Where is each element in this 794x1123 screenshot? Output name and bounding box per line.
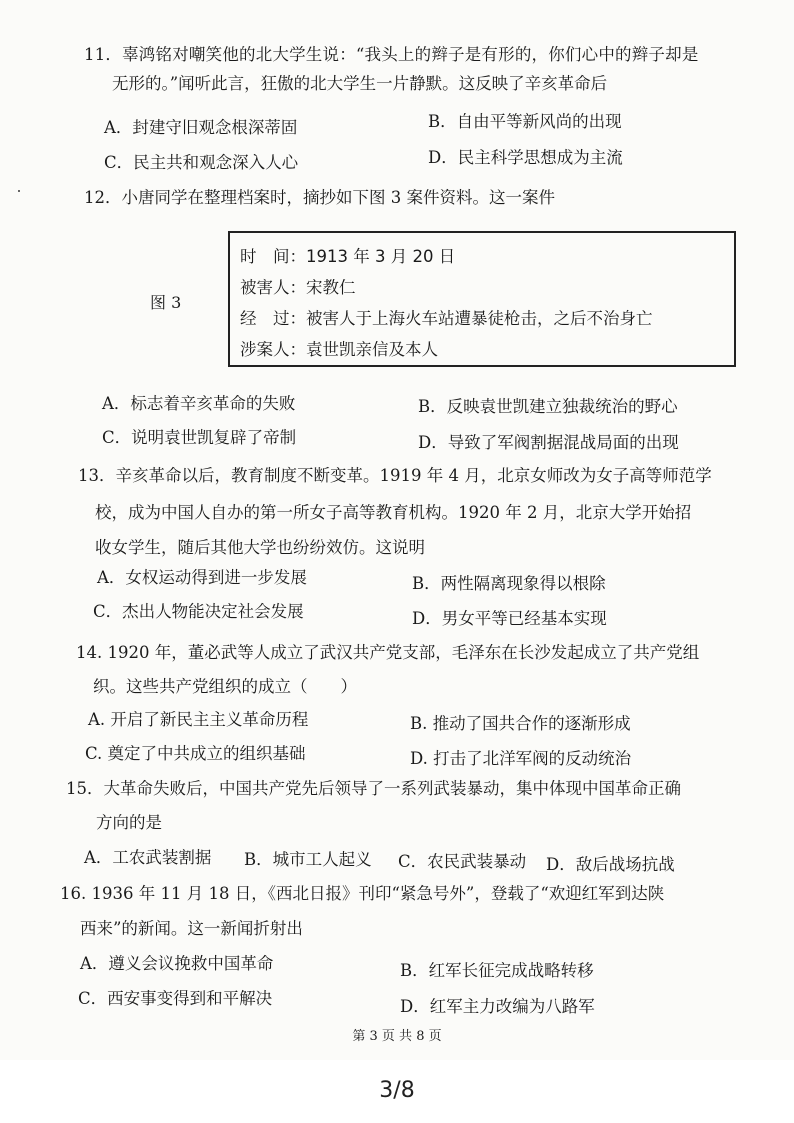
question-11-option-a: A．封建守旧观念根深蒂固 <box>104 118 298 137</box>
question-15-stem-line2: 方向的是 <box>96 813 162 832</box>
scan-speck <box>18 190 20 192</box>
question-11-option-b: B．自由平等新风尚的出现 <box>428 112 622 131</box>
question-11-option-d: D．民主科学思想成为主流 <box>428 148 623 167</box>
case-suspect: 涉案人：袁世凯亲信及本人 <box>240 340 438 359</box>
case-time: 时 间：1913 年 3 月 20 日 <box>240 247 456 266</box>
question-16-stem-line1: 16. 1936 年 11 月 18 日，《西北日报》刊印“紧急号外”，登载了“欢迎红军到达陕 <box>60 884 665 903</box>
figure-3-label: 图 3 <box>150 293 182 312</box>
question-14-option-b: B. 推动了国共合作的逐渐形成 <box>410 714 631 733</box>
question-12-option-c: C．说明袁世凯复辟了帝制 <box>102 428 297 447</box>
question-13-stem-line2: 校，成为中国人自办的第一所女子高等教育机构。1920 年 2 月，北京大学开始招 <box>95 503 692 522</box>
question-14-stem-line2: 织。这些共产党组织的成立（ ） <box>93 677 357 696</box>
question-12-option-b: B．反映袁世凯建立独裁统治的野心 <box>418 397 678 416</box>
case-process: 经 过：被害人于上海火车站遭暴徒枪击，之后不治身亡 <box>240 309 653 328</box>
question-15-option-d: D．敌后战场抗战 <box>546 855 675 874</box>
question-12-option-d: D．导致了军阀割据混战局面的出现 <box>418 433 679 452</box>
question-15-option-c: C．农民武装暴动 <box>398 852 527 871</box>
question-14-stem-line1: 14. 1920 年，董必武等人成立了武汉共产党支部，毛泽东在长沙发起成立了共产党组 <box>76 643 700 662</box>
question-13-option-c: C．杰出人物能决定社会发展 <box>93 602 304 621</box>
question-14-option-d: D. 打击了北洋军阀的反动统治 <box>410 749 632 768</box>
case-victim: 被害人：宋教仁 <box>240 278 356 297</box>
question-13-stem-line3: 收女学生，随后其他大学也纷纷效仿。这说明 <box>95 538 425 557</box>
page-indicator: 3/8 <box>379 1078 415 1103</box>
question-12-stem: 12．小唐同学在整理档案时，摘抄如下图 3 案件资料。这一案件 <box>84 188 555 207</box>
question-14-option-c: C. 奠定了中共成立的组织基础 <box>85 744 306 763</box>
question-12-option-a: A．标志着辛亥革命的失败 <box>102 394 296 413</box>
question-15-option-b: B．城市工人起义 <box>244 850 372 869</box>
question-16-option-b: B．红军长征完成战略转移 <box>400 961 594 980</box>
question-14-option-a: A. 开启了新民主主义革命历程 <box>88 710 309 729</box>
question-13-option-d: D．男女平等已经基本实现 <box>412 609 607 628</box>
question-13-option-b: B．两性隔离现象得以根除 <box>412 574 606 593</box>
case-record-box <box>228 231 736 367</box>
question-15-option-a: A．工农武装割据 <box>84 848 212 867</box>
question-16-option-c: C．西安事变得到和平解决 <box>78 989 273 1008</box>
question-11-stem-line2: 无形的。”闻听此言，狂傲的北大学生一片静默。这反映了辛亥革命后 <box>112 74 608 93</box>
question-11-option-c: C．民主共和观念深入人心 <box>104 153 299 172</box>
page-footer: 第 3 页 共 8 页 <box>352 1029 442 1044</box>
question-16-stem-line2: 西来”的新闻。这一新闻折射出 <box>80 919 303 938</box>
question-13-stem-line1: 13．辛亥革命以后，教育制度不断变革。1919 年 4 月，北京女师改为女子高等师范学 <box>78 466 712 485</box>
question-16-option-d: D．红军主力改编为八路军 <box>400 997 595 1016</box>
question-16-option-a: A．遵义会议挽救中国革命 <box>80 954 274 973</box>
question-15-stem-line1: 15．大革命失败后，中国共产党先后领导了一系列武装暴动，集中体现中国革命正确 <box>66 779 681 798</box>
question-13-option-a: A．女权运动得到进一步发展 <box>97 568 307 587</box>
question-11-stem-line1: 11．辜鸿铭对嘲笑他的北大学生说：“我头上的辫子是有形的，你们心中的辫子却是 <box>84 45 699 64</box>
